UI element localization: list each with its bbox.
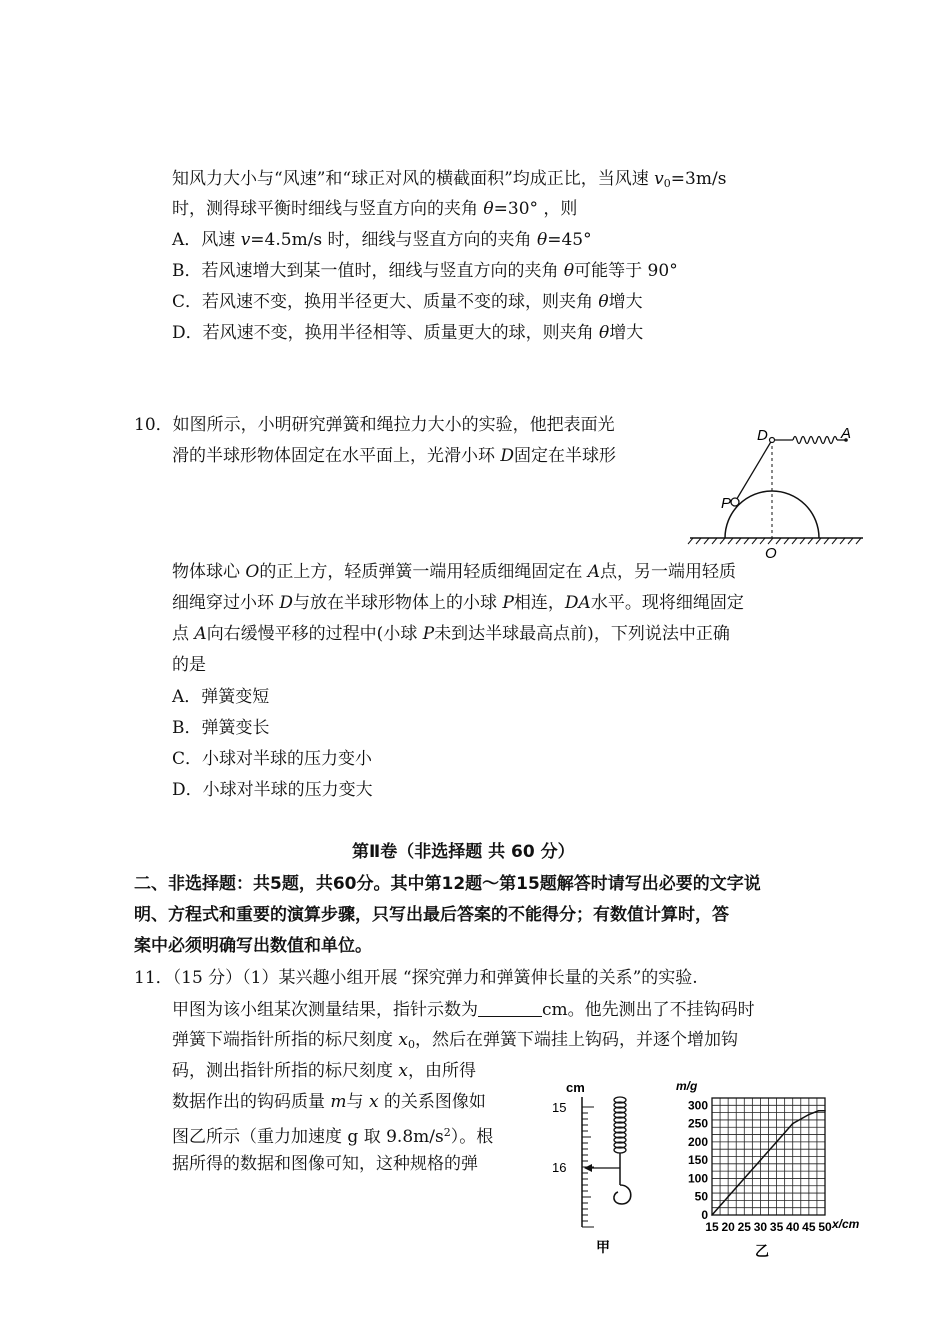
q11-line6: 图乙所示（重力加速度 g 取 $9.8m/s^2$）。根: [172, 1126, 494, 1147]
x-tick-label: 50: [818, 1220, 832, 1234]
x-tick-label: 40: [786, 1220, 800, 1234]
x-tick-label: 35: [769, 1220, 784, 1234]
q9-line1: 知风力大小与“风速”和“球正对风的横截面积”均成正比，当风速 $v_0=3m/s$: [172, 169, 727, 190]
x-tick-label: 30: [753, 1220, 768, 1234]
q9-option-a: A．风速 v=4.5m/s 时，细线与竖直方向的夹角 θ=45°: [172, 230, 592, 250]
data-point: [808, 1114, 810, 1116]
q11-line7: 据所得的数据和图像可知，这种规格的弹: [172, 1154, 478, 1174]
y-axis-label: m/g: [676, 1079, 698, 1093]
x-tick-label: 45: [802, 1220, 816, 1234]
q10-option-a: A．弹簧变短: [172, 687, 270, 707]
data-point: [776, 1141, 778, 1143]
label-d: D: [757, 427, 768, 444]
section2-intro-3: 案中必须明确写出数值和单位。: [134, 936, 372, 956]
q11-line1: 11．（15 分）（1）某兴趣小组开展 “探究弹力和弹簧伸长量的关系”的实验.: [134, 968, 698, 988]
q11-figure-yi-chart: [672, 1080, 872, 1262]
data-point: [743, 1178, 745, 1180]
q10-line4: 细绳穿过小环 D与放在半球形物体上的小球 P相连，DA水平。现将细绳固定: [172, 593, 744, 613]
q11-line2: 甲图为该小组某次测量结果，指针示数为 cm。他先测出了不挂钩码时: [172, 1000, 755, 1020]
q10-option-b: B．弹簧变长: [172, 718, 270, 738]
spring: [793, 437, 837, 444]
q10-line3: 物体球心 O的正上方，轻质弹簧一端用轻质细绳固定在 A点，另一端用轻质: [172, 562, 737, 582]
q10-line6: 的是: [172, 655, 206, 675]
y-tick-label: 250: [687, 1116, 708, 1131]
ring-d: [770, 438, 775, 443]
unit-cm: cm: [566, 1080, 585, 1095]
data-point: [792, 1123, 794, 1125]
data-point: [727, 1196, 729, 1198]
q9-option-b: B．若风速增大到某一值时，细线与竖直方向的夹角 θ可能等于 90°: [172, 261, 678, 281]
q11-line5: 数据作出的钩码质量 m与 x 的关系图像如: [172, 1092, 486, 1112]
q11-line4: 码，测出指针所指的标尺刻度 x，由所得: [172, 1061, 476, 1081]
data-point: [711, 1214, 713, 1216]
y-tick-label: 0: [701, 1208, 708, 1222]
caption-jia: 甲: [596, 1239, 610, 1255]
y-tick-label: 200: [687, 1134, 708, 1149]
x-tick-label: 25: [737, 1220, 751, 1234]
ball-p: [731, 498, 739, 506]
q10-line5: 点 A向右缓慢平移的过程中(小球 P未到达半球最高点前)，下列说法中正确: [172, 624, 730, 644]
pointer-arrowhead: [584, 1164, 592, 1172]
x-axis-label: x/cm: [832, 1217, 860, 1231]
x-tick-label: 15: [705, 1220, 719, 1234]
q9-option-d: D．若风速不变，换用半径相等、质量更大的球，则夹角 θ增大: [172, 323, 644, 343]
q10-line1: 10．如图所示，小明研究弹簧和绳拉力大小的实验，他把表面光: [134, 415, 615, 435]
q9-option-c: C．若风速不变，换用半径更大、质量不变的球，则夹角 θ增大: [172, 292, 643, 312]
x-tick-label: 20: [721, 1220, 735, 1234]
q11-line3: 弹簧下端指针所指的标尺刻度 $x_0$，然后在弹簧下端挂上钩码，并逐个增加钩: [172, 1030, 738, 1051]
y-tick-label: 150: [687, 1153, 708, 1168]
spring-coils: [614, 1097, 626, 1153]
y-tick-label: 100: [687, 1171, 708, 1186]
label-o: O: [765, 545, 777, 562]
tick-15: 15: [552, 1100, 567, 1115]
data-point: [760, 1159, 762, 1161]
y-tick-label: 300: [687, 1098, 708, 1113]
section2-intro-2: 明、方程式和重要的演算步骤，只写出最后答案的不能得分；有数值计算时，答: [134, 905, 729, 925]
string-dp: [735, 440, 772, 502]
data-point: [818, 1110, 820, 1112]
hook-icon: [614, 1185, 631, 1204]
ground-hatch: [688, 538, 861, 544]
q10-figure: [685, 420, 875, 565]
q9-line2: 时，测得球平衡时细线与竖直方向的夹角 θ=30° ，则: [172, 199, 578, 219]
section2-intro-1: 二、非选择题：共5题，共60分。其中第12题～第15题解答时请写出必要的文字说: [134, 874, 761, 894]
label-a: A: [841, 425, 852, 442]
section2-title: 第Ⅱ卷（非选择题 共 60 分）: [352, 842, 575, 862]
data-point: [824, 1110, 826, 1112]
answer-blank[interactable]: [478, 998, 542, 1017]
q10-option-d: D．小球对半球的压力变大: [172, 780, 373, 800]
tick-16: 16: [552, 1160, 567, 1175]
q10-line2: 滑的半球形物体固定在水平面上，光滑小环 D固定在半球形: [172, 446, 617, 466]
label-p: P: [721, 495, 732, 512]
y-tick-label: 50: [694, 1189, 708, 1204]
q11-figure-jia: [548, 1082, 658, 1257]
q10-option-c: C．小球对半球的压力变小: [172, 749, 373, 769]
caption-yi: 乙: [755, 1243, 769, 1259]
